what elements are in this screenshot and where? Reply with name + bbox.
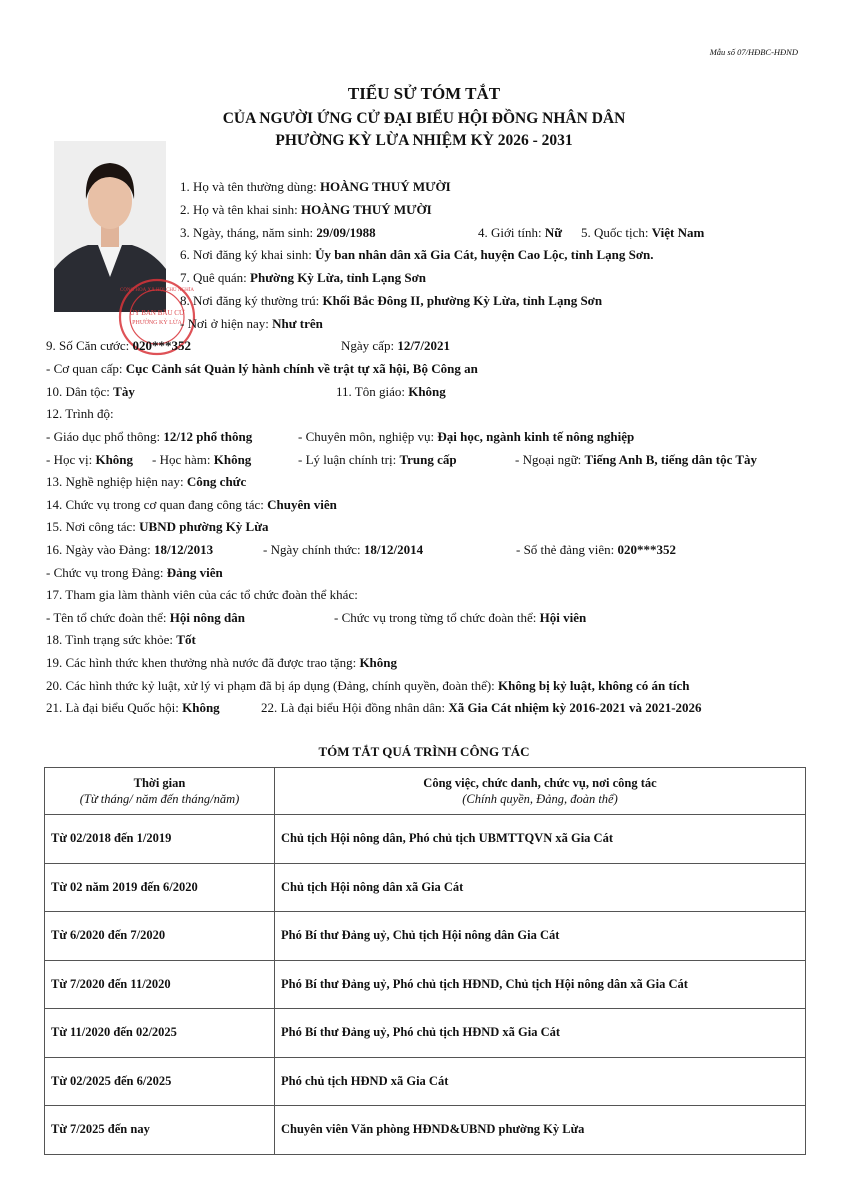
cell-time: Từ 11/2020 đến 02/2025 bbox=[45, 1009, 275, 1058]
cell-job: Phó Bí thư Đảng uỷ, Chủ tịch Hội nông dân Gia Cát bbox=[275, 912, 806, 961]
field-position: 14. Chức vụ trong cơ quan đang công tác: Chuyên viên bbox=[46, 497, 337, 512]
column-header-job: Công việc, chức danh, chức vụ, nơi công tác (Chính quyền, Đảng, đoàn thể) bbox=[275, 768, 806, 815]
cell-time: Từ 02/2018 đến 1/2019 bbox=[45, 815, 275, 864]
field-occupation: 13. Nghề nghiệp hiện nay: Công chức bbox=[46, 474, 247, 489]
field-general-education: - Giáo dục phổ thông: 12/12 phổ thông bbox=[46, 429, 253, 444]
field-id-issuer: - Cơ quan cấp: Cục Cảnh sát Quản lý hành chính về trật tự xã hội, Bộ Công an bbox=[46, 361, 478, 376]
field-foreign-language: - Ngoại ngữ: Tiếng Anh B, tiếng dân tộc Tày bbox=[515, 452, 758, 467]
svg-text:CỘNG HOÀ XÃ HỘI CHỦ NGHĨA: CỘNG HOÀ XÃ HỘI CHỦ NGHĨA bbox=[119, 288, 195, 293]
field-party-join-date: 16. Ngày vào Đảng: 18/12/2013 bbox=[46, 542, 214, 557]
cell-job: Phó Bí thư Đảng uỷ, Phó chủ tịch HĐND, Chủ tịch Hội nông dân xã Gia Cát bbox=[275, 960, 806, 1009]
field-political-theory: - Lý luận chính trị: Trung cấp bbox=[298, 452, 457, 467]
field-discipline: 20. Các hình thức kỷ luật, xử lý vi phạm đã bị áp dụng (Đảng, chính quyền, đoàn thể): Không bị kỷ luật, không có án tích bbox=[46, 678, 690, 693]
field-permanent-residence: 8. Nơi đăng ký thường trú: Khối Bắc Đông II, phường Kỳ Lừa, tỉnh Lạng Sơn bbox=[180, 293, 603, 308]
svg-text:ỦY BAN BẦU CỬ: ỦY BAN BẦU CỬ bbox=[129, 309, 185, 317]
table-row bbox=[45, 912, 806, 961]
table-row bbox=[45, 960, 806, 1009]
field-id-issue-date: Ngày cấp: 12/7/2021 bbox=[341, 338, 451, 353]
field-academic-title: - Học hàm: Không bbox=[152, 452, 252, 467]
column-header-time: Thời gian (Từ tháng/ năm đến tháng/năm) bbox=[45, 768, 275, 815]
form-code: Mẫu số 07/HĐBC-HĐND bbox=[709, 47, 798, 57]
field-health: 18. Tình trạng sức khỏe: Tốt bbox=[46, 632, 196, 647]
field-organization-role: - Chức vụ trong từng tổ chức đoàn thể: Hội viên bbox=[334, 610, 587, 625]
cell-time: Từ 02/2025 đến 6/2025 bbox=[45, 1057, 275, 1106]
table-row bbox=[45, 815, 806, 864]
field-national-assembly: 21. Là đại biểu Quốc hội: Không bbox=[46, 700, 220, 715]
table-row bbox=[45, 1009, 806, 1058]
cell-time: Từ 6/2020 đến 7/2020 bbox=[45, 912, 275, 961]
table-header-row bbox=[45, 768, 806, 815]
cell-time: Từ 7/2020 đến 11/2020 bbox=[45, 960, 275, 1009]
document-subtitle: CỦA NGƯỜI ỨNG CỬ ĐẠI BIỂU HỘI ĐỒNG NHÂN DÂN bbox=[222, 110, 626, 127]
field-religion: 11. Tôn giáo: Không bbox=[336, 384, 446, 399]
field-specialty: - Chuyên môn, nghiệp vụ: Đại học, ngành kinh tế nông nghiệp bbox=[298, 429, 635, 444]
field-party-position: - Chức vụ trong Đảng: Đảng viên bbox=[46, 565, 223, 580]
cell-job: Phó Bí thư Đảng uỷ, Phó chủ tịch HĐND xã Gia Cát bbox=[275, 1009, 806, 1058]
field-awards: 19. Các hình thức khen thưởng nhà nước đã được trao tặng: Không bbox=[46, 655, 398, 670]
field-ethnicity: 10. Dân tộc: Tày bbox=[46, 384, 135, 399]
document-title: TIỂU SỬ TÓM TẮT bbox=[347, 84, 501, 103]
field-degree: - Học vị: Không bbox=[46, 452, 134, 467]
field-birth-registration: 6. Nơi đăng ký khai sinh: Ủy ban nhân dân xã Gia Cát, huyện Cao Lộc, tỉnh Lạng Sơn. bbox=[180, 247, 654, 262]
field-hometown: 7. Quê quán: Phường Kỳ Lừa, tỉnh Lạng Sơn bbox=[180, 270, 426, 285]
table-row bbox=[45, 1057, 806, 1106]
table-row bbox=[45, 863, 806, 912]
cell-time: Từ 7/2025 đến nay bbox=[45, 1106, 275, 1155]
table-row bbox=[45, 1106, 806, 1155]
document-subtitle-term: PHƯỜNG KỲ LỪA NHIỆM KỲ 2026 - 2031 bbox=[275, 132, 573, 149]
field-birth-date: 3. Ngày, tháng, năm sinh: 29/09/1988 bbox=[180, 225, 376, 240]
cell-job: Phó chủ tịch HĐND xã Gia Cát bbox=[275, 1057, 806, 1106]
cell-time: Từ 02 năm 2019 đến 6/2020 bbox=[45, 863, 275, 912]
cell-job: Chủ tịch Hội nông dân xã Gia Cát bbox=[275, 863, 806, 912]
field-organizations-heading: 17. Tham gia làm thành viên của các tổ chức đoàn thể khác: bbox=[46, 587, 358, 602]
cell-job: Chuyên viên Văn phòng HĐND&UBND phường Kỳ Lừa bbox=[275, 1106, 806, 1155]
field-party-official-date: - Ngày chính thức: 18/12/2014 bbox=[263, 542, 424, 557]
field-party-card-number: - Số thẻ đảng viên: 020***352 bbox=[516, 542, 676, 557]
field-people-council: 22. Là đại biểu Hội đồng nhân dân: Xã Gia Cát nhiệm kỳ 2016-2021 và 2021-2026 bbox=[261, 700, 702, 715]
field-common-name: 1. Họ và tên thường dùng: HOÀNG THUÝ MƯỜI bbox=[180, 179, 451, 194]
field-current-residence: - Nơi ở hiện nay: Như trên bbox=[180, 316, 323, 331]
work-history-title: TÓM TẮT QUÁ TRÌNH CÔNG TÁC bbox=[318, 744, 530, 759]
svg-text:PHƯỜNG KỲ LỪA: PHƯỜNG KỲ LỪA bbox=[132, 320, 182, 326]
field-qualification-heading: 12. Trình độ: bbox=[46, 406, 114, 421]
field-workplace: 15. Nơi công tác: UBND phường Kỳ Lừa bbox=[46, 519, 269, 534]
field-id-number: 9. Số Căn cước: 020***352 bbox=[46, 338, 191, 353]
cell-job: Chủ tịch Hội nông dân, Phó chủ tịch UBMTTQVN xã Gia Cát bbox=[275, 815, 806, 864]
field-organization-name: - Tên tổ chức đoàn thể: Hội nông dân bbox=[46, 610, 245, 625]
work-history-table bbox=[44, 767, 806, 1155]
field-birth-name: 2. Họ và tên khai sinh: HOÀNG THUÝ MƯỜI bbox=[180, 202, 432, 217]
field-nationality: 5. Quốc tịch: Việt Nam bbox=[581, 225, 705, 240]
field-gender: 4. Giới tính: Nữ bbox=[478, 225, 563, 240]
